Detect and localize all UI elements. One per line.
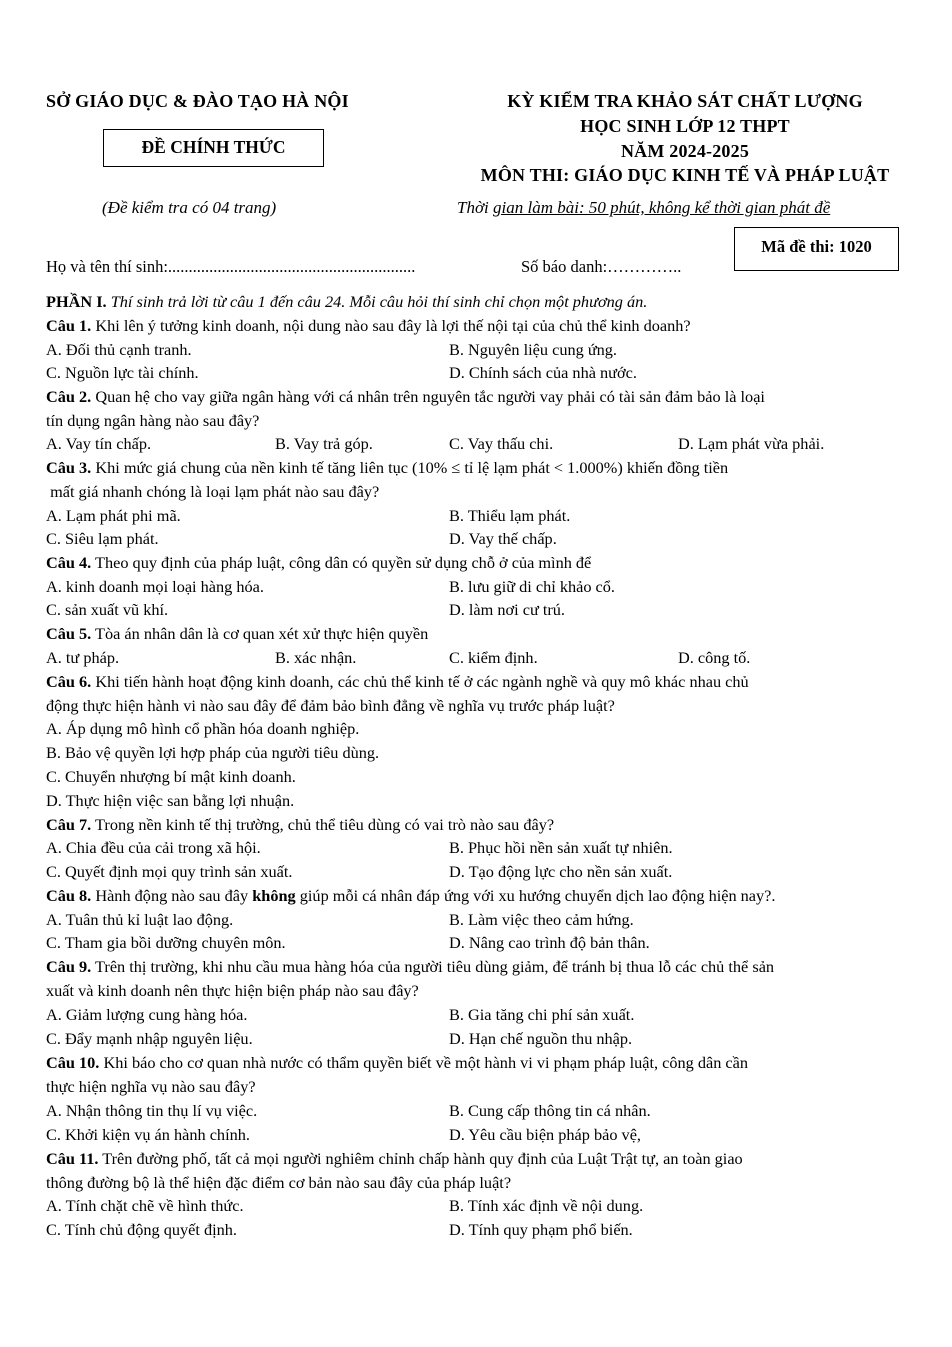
candidate-id-field: Số báo danh:…………..	[521, 257, 682, 276]
question-text: giúp mỗi cá nhân đáp ứng với xu hướng chuyển dịch lao động hiện nay?.	[295, 886, 776, 905]
official-label: ĐỀ CHÍNH THỨC	[141, 137, 286, 157]
question-1	[46, 314, 691, 338]
question-number: Câu 5.	[46, 624, 92, 643]
option-b: B. Làm việc theo cảm hứng.	[449, 910, 634, 929]
question-number: Câu 3.	[46, 458, 92, 477]
option-d: D. Chính sách của nhà nước.	[449, 363, 637, 382]
question-6	[46, 670, 749, 694]
option-d: D. Thực hiện việc san bằng lợi nhuận.	[46, 791, 295, 810]
option-d: D. Lạm phát vừa phải.	[678, 434, 825, 453]
option-b: B. Vay trả góp.	[275, 434, 373, 453]
exam-subject: MÔN THI: GIÁO DỤC KINH TẾ VÀ PHÁP LUẬT	[480, 165, 890, 185]
question-5	[46, 622, 428, 646]
option-d: D. Nâng cao trình độ bản thân.	[449, 933, 650, 952]
exam-year: NĂM 2024-2025	[620, 141, 750, 161]
option-b: B. Thiểu lạm phát.	[449, 506, 571, 525]
question-9	[46, 955, 774, 979]
option-b: B. Nguyên liệu cung ứng.	[449, 340, 617, 359]
question-text-cont: mất giá nhanh chóng là loại lạm phát nào sau đây?	[46, 482, 380, 501]
question-text: Quan hệ cho vay giữa ngân hàng với cá nhân trên nguyên tắc người vay phải có tài sản đảm bảo là loại	[95, 387, 765, 406]
question-number: Câu 6.	[46, 672, 92, 691]
option-a: A. Lạm phát phi mã.	[46, 506, 181, 525]
option-c: C. kiểm định.	[449, 648, 538, 667]
question-3	[46, 456, 728, 480]
question-text: Khi báo cho cơ quan nhà nước có thẩm quyền biết về một hành vi vi phạm pháp luật, công dân cần	[103, 1053, 749, 1072]
option-b: B. xác nhận.	[275, 648, 357, 667]
options-row	[46, 1123, 952, 1147]
option-a: A. Giảm lượng cung hàng hóa.	[46, 1005, 248, 1024]
question-number: Câu 8.	[46, 886, 92, 905]
part1-title: PHẦN I.	[46, 292, 107, 311]
question-4	[46, 551, 591, 575]
question-number: Câu 10.	[46, 1053, 100, 1072]
option-a: A. Vay tín chấp.	[46, 434, 152, 453]
option-a: A. Đối thủ cạnh tranh.	[46, 340, 192, 359]
question-number: Câu 4.	[46, 553, 92, 572]
options-row	[46, 527, 952, 551]
question-text: Khi mức giá chung của nền kinh tế tăng liên tục (10% ≤ tỉ lệ lạm phát < 1.000%) khiến đồng tiền	[95, 458, 729, 477]
question-2	[46, 385, 765, 409]
exam-duration-prefix: Thời	[457, 198, 494, 217]
option-a: A. Chia đều của cải trong xã hội.	[46, 838, 261, 857]
option-a: A. tư pháp.	[46, 648, 120, 667]
question-text-cont: tín dụng ngân hàng nào sau đây?	[46, 411, 260, 430]
option-a: A. Nhận thông tin thụ lí vụ việc.	[46, 1101, 258, 1120]
question-number: Câu 9.	[46, 957, 92, 976]
option-d: D. Hạn chế nguồn thu nhập.	[449, 1029, 633, 1048]
option-b: B. Tính xác định về nội dung.	[449, 1196, 644, 1215]
option-c: C. Nguồn lực tài chính.	[46, 363, 199, 382]
option-d: D. làm nơi cư trú.	[449, 600, 566, 619]
option-c: C. Quyết định mọi quy trình sản xuất.	[46, 862, 293, 881]
exam-duration	[457, 198, 830, 218]
options-row	[46, 860, 952, 884]
question-negation: không	[252, 886, 296, 905]
exam-title-line2: HỌC SINH LỚP 12 THPT	[580, 116, 790, 136]
option-a: A. Tính chặt chẽ về hình thức.	[46, 1196, 244, 1215]
part1-heading	[46, 290, 647, 314]
part1-instruction: Thí sinh trả lời từ câu 1 đến câu 24. Mỗi câu hỏi thí sinh chỉ chọn một phương án.	[110, 292, 648, 311]
options-row	[46, 1003, 952, 1027]
option-d: D. công tố.	[678, 648, 751, 667]
option-d: D. Tính quy phạm phổ biến.	[449, 1220, 633, 1239]
options-row	[46, 908, 952, 932]
option-c: C. Đẩy mạnh nhập nguyên liệu.	[46, 1029, 253, 1048]
question-number: Câu 11.	[46, 1149, 99, 1168]
question-text: Trên thị trường, khi nhu cầu mua hàng hóa của người tiêu dùng giảm, để tránh bị thua lỗ các chủ thể sản	[95, 957, 775, 976]
question-text-cont: thông đường bộ là thể hiện đặc điểm cơ bản nào sau đây của pháp luật?	[46, 1173, 512, 1192]
question-text: Hành động nào sau đây	[95, 886, 253, 905]
option-b: B. Cung cấp thông tin cá nhân.	[449, 1101, 651, 1120]
option-c: C. Chuyển nhượng bí mật kinh doanh.	[46, 767, 296, 786]
options-row	[46, 598, 952, 622]
option-c: C. sản xuất vũ khí.	[46, 600, 169, 619]
option-c: C. Tính chủ động quyết định.	[46, 1220, 237, 1239]
question-text-cont: xuất và kinh doanh nên thực hiện biện pháp nào sau đây?	[46, 981, 419, 1000]
question-11	[46, 1147, 743, 1171]
question-text: Khi lên ý tưởng kinh doanh, nội dung nào sau đây là lợi thế nội tại của chủ thể kinh doanh?	[95, 316, 691, 335]
option-d: D. Vay thế chấp.	[449, 529, 557, 548]
options-row	[46, 646, 952, 670]
question-text: Khi tiến hành hoạt động kinh doanh, các chủ thể kinh tế ở các ngành nghề và quy mô khác nhau chủ	[95, 672, 749, 691]
exam-code: Mã đề thi: 1020	[761, 237, 872, 256]
page-count-note: (Đề kiểm tra có 04 trang)	[102, 198, 277, 217]
options-row	[46, 1027, 952, 1051]
option-d: D. Tạo động lực cho nền sản xuất.	[449, 862, 673, 881]
option-b: B. Bảo vệ quyền lợi hợp pháp của người tiêu dùng.	[46, 743, 380, 762]
exam-title-line1: KỲ KIỂM TRA KHẢO SÁT CHẤT LƯỢNG	[507, 91, 863, 111]
question-text: Trên đường phố, tất cả mọi người nghiêm chỉnh chấp hành quy định của Luật Trật tự, an toàn giao	[102, 1149, 743, 1168]
options-row	[46, 361, 952, 385]
options-row	[46, 931, 952, 955]
question-text-cont: thực hiện nghĩa vụ nào sau đây?	[46, 1077, 256, 1096]
option-d: D. Yêu cầu biện pháp bảo vệ,	[449, 1125, 641, 1144]
option-a: A. kinh doanh mọi loại hàng hóa.	[46, 577, 264, 596]
question-number: Câu 2.	[46, 387, 92, 406]
question-number: Câu 7.	[46, 815, 92, 834]
options-row	[46, 338, 952, 362]
question-text-cont: động thực hiện hành vi nào sau đây để đảm bảo bình đẳng về nghĩa vụ trước pháp luật?	[46, 696, 615, 715]
department-name: SỞ GIÁO DỤC & ĐÀO TẠO HÀ NỘI	[46, 91, 349, 111]
option-c: C. Siêu lạm phát.	[46, 529, 159, 548]
option-c: C. Khởi kiện vụ án hành chính.	[46, 1125, 250, 1144]
option-b: B. Phục hồi nền sản xuất tự nhiên.	[449, 838, 673, 857]
option-c: C. Vay thấu chi.	[449, 434, 554, 453]
question-7	[46, 813, 554, 837]
options-row	[46, 504, 952, 528]
question-8	[46, 884, 775, 908]
question-text: Tòa án nhân dân là cơ quan xét xử thực hiện quyền	[95, 624, 429, 643]
options-row	[46, 1194, 952, 1218]
options-row	[46, 432, 952, 456]
options-row	[46, 1218, 952, 1242]
exam-duration-text: gian làm bài: 50 phút, không kể thời gian phát đề	[493, 198, 831, 217]
options-row	[46, 836, 952, 860]
candidate-name-field: Họ và tên thí sinh:............................................................	[46, 257, 416, 276]
options-row	[46, 575, 952, 599]
option-a: A. Tuân thủ kỉ luật lao động.	[46, 910, 234, 929]
question-number: Câu 1.	[46, 316, 92, 335]
options-row	[46, 1099, 952, 1123]
option-b: B. Gia tăng chi phí sản xuất.	[449, 1005, 635, 1024]
question-text: Trong nền kinh tế thị trường, chủ thể tiêu dùng có vai trò nào sau đây?	[95, 815, 555, 834]
option-a: A. Áp dụng mô hình cổ phần hóa doanh nghiệp.	[46, 719, 360, 738]
option-b: B. lưu giữ di chỉ khảo cổ.	[449, 577, 615, 596]
question-10	[46, 1051, 748, 1075]
question-text: Theo quy định của pháp luật, công dân có quyền sử dụng chỗ ở của mình để	[95, 553, 592, 572]
option-c: C. Tham gia bồi dưỡng chuyên môn.	[46, 933, 286, 952]
